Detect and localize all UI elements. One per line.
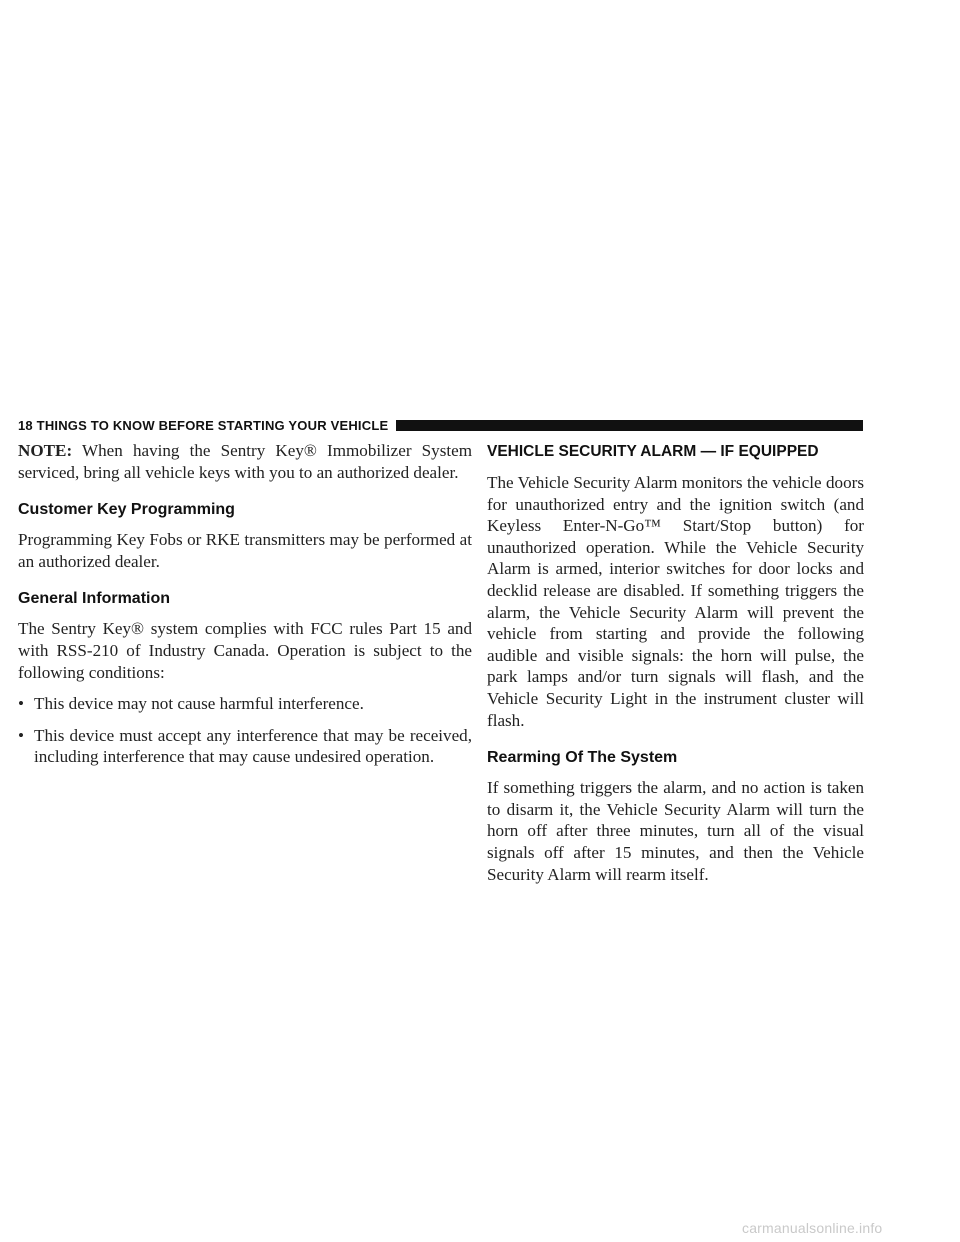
general-info-heading: General Information — [18, 590, 171, 608]
rearming-paragraph: If something triggers the alarm, and no action is taken to disarm it, the Vehicle Security Alarm will turn the horn off after three minutes, turn all of the visual signals off after 15 minutes, and then the Vehicle Security Alarm will rearm itself. — [487, 778, 864, 884]
bullet-icon: • — [18, 694, 24, 714]
customer-key-paragraph: Programming Key Fobs or RKE transmitters may be performed at an authorized dealer. — [18, 530, 472, 571]
list-item — [18, 725, 472, 768]
bullet-icon: • — [18, 725, 24, 745]
note-paragraph — [18, 440, 472, 483]
general-info-paragraph: The Sentry Key® system complies with FCC rules Part 15 and with RSS-210 of Industry Canada. Operation is subject to the following conditions: — [18, 619, 472, 682]
conditions-list — [18, 693, 472, 768]
watermark-text: carmanualsonline.info — [742, 1220, 883, 1236]
page-header — [18, 417, 863, 433]
left-column — [18, 440, 472, 778]
list-item — [18, 693, 472, 715]
alarm-paragraph: The Vehicle Security Alarm monitors the vehicle doors for unauthorized entry and the ignition switch (and Keyless Enter-N-Go™ Start/Stop button) for unauthorized operation. While the Vehicle Security Alarm is armed, interior switches for door locks and decklid release are disabled. If something triggers the alarm, the Vehicle Security Alarm will prevent the vehicle from starting and provide the following audible and visible signals: the horn will pulse, the park lamps and/or turn signals will flash, and the Vehicle Security Light in the instrument cluster will flash. — [487, 473, 864, 730]
list-item-text: This device must accept any interference that may be received, including interference that may cause undesired operation. — [34, 725, 472, 767]
header-rule — [396, 420, 863, 431]
note-label: NOTE: — [18, 441, 73, 460]
right-column — [487, 440, 864, 885]
page-header-title: 18 THINGS TO KNOW BEFORE STARTING YOUR VEHICLE — [18, 417, 389, 433]
list-item-text: This device may not cause harmful interference. — [34, 694, 364, 714]
alarm-heading: VEHICLE SECURITY ALARM — IF EQUIPPED — [487, 443, 819, 460]
note-text: When having the Sentry Key® Immobilizer System serviced, bring all vehicle keys with you to an authorized dealer. — [18, 441, 472, 482]
rearming-heading: Rearming Of The System — [487, 749, 678, 767]
customer-key-heading: Customer Key Programming — [18, 501, 235, 519]
